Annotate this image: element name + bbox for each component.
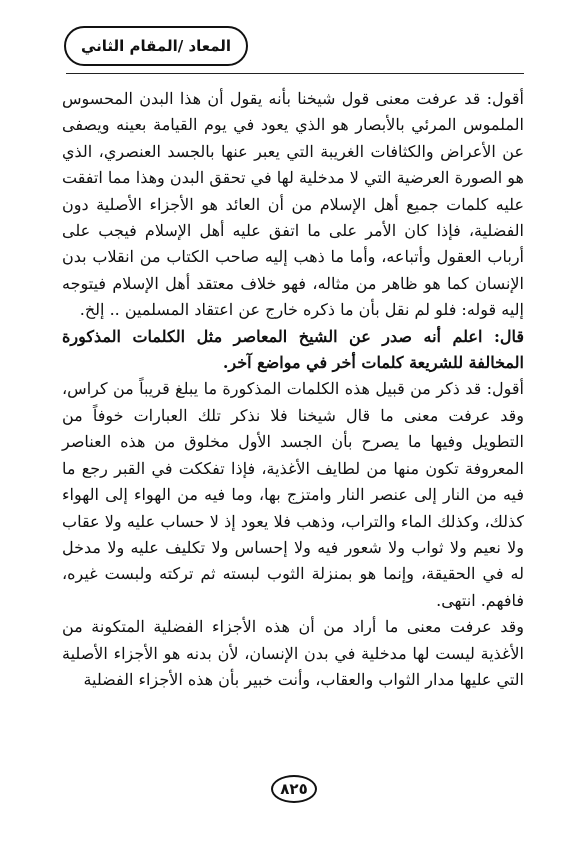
header-divider (66, 73, 524, 74)
page-body (62, 86, 524, 693)
paragraph: أقول: قد عرفت معنى قول شيخنا بأنه يقول أن هذا البدن المحسوس الملموس المرئي بالأبصار هو الذي يعود في يوم القيامة بعينه ويصفى عن الأعراض والكثافات الغريبة التي يعبر عنها بالجسد العنصري، الذي هو الصورة العرضية التي لا مدخلية لها في تحقق البدن وهذا مما اتفقت عليه كلمات جميع أهل الإسلام من أن العائد هو الأجزاء الأصلية دون الفضلية، فإذا كان الأمر على ما اتفق عليه أهل الإسلام فيجب على أرباب العقول وأتباعه، وأما ما ذهب إليه صاحب الكتاب من انقلاب بدن الإنسان كما هو ظاهر من مثاله، فهو خلاف معتقد أهل الإسلام فيتوجه إليه قوله: فلو لم نقل بأن ما ذكره خارج عن اعتقاد المسلمين .. إلخ. (62, 89, 524, 320)
paragraph: وقد عرفت معنى ما أراد من أن هذه الأجزاء الفضلية المتكونة من الأغذية ليست لها مدخلية في بدن الإنسان، لأن بدنه هو الأجزاء الأصلية التي عليها مدار الثواب والعقاب، وأنت خبير بأن هذه الأجزاء الفضلية (62, 617, 524, 689)
page-number-label: ٨٢٥ (280, 780, 308, 798)
bold-quote-paragraph: قال: اعلم أنه صدر عن الشيخ المعاصر مثل الكلمات المذكورة المخالفة للشريعة كلمات أخر في مواضع آخر. (62, 326, 524, 373)
page-number (271, 775, 317, 803)
paragraph: أقول: قد ذكر من قبيل هذه الكلمات المذكورة ما يبلغ قريباً من كراس، وقد عرفت معنى ما قال شيخنا فلا نذكر تلك العبارات خوفاً من التطويل وفيها ما يصرح بأن الجسد الأول مخلوق من هذه العناصر المعروفة تكون منها من لطايف الأغذية، فإذا تفككت في القبر رجع ما فيه من النار إلى عنصر النار وامتزج بها، وما فيه من الهواء إلى الهواء كذلك، وكذلك الماء والتراب، وذهب فلا يعود إذ لا حساب عليه ولا عقاب ولا نعيم ولا ثواب ولا شعور فيه ولا إحساس ولا تكليف عليه ولا مدخل له في الحقيقة، وإنما هو بمنزلة الثوب لبسته ثم تركته ولبست غيره، فافهم. انتهى. (62, 379, 524, 610)
running-header (64, 26, 248, 66)
running-header-title: المعاد /المقام الثاني (80, 37, 232, 55)
